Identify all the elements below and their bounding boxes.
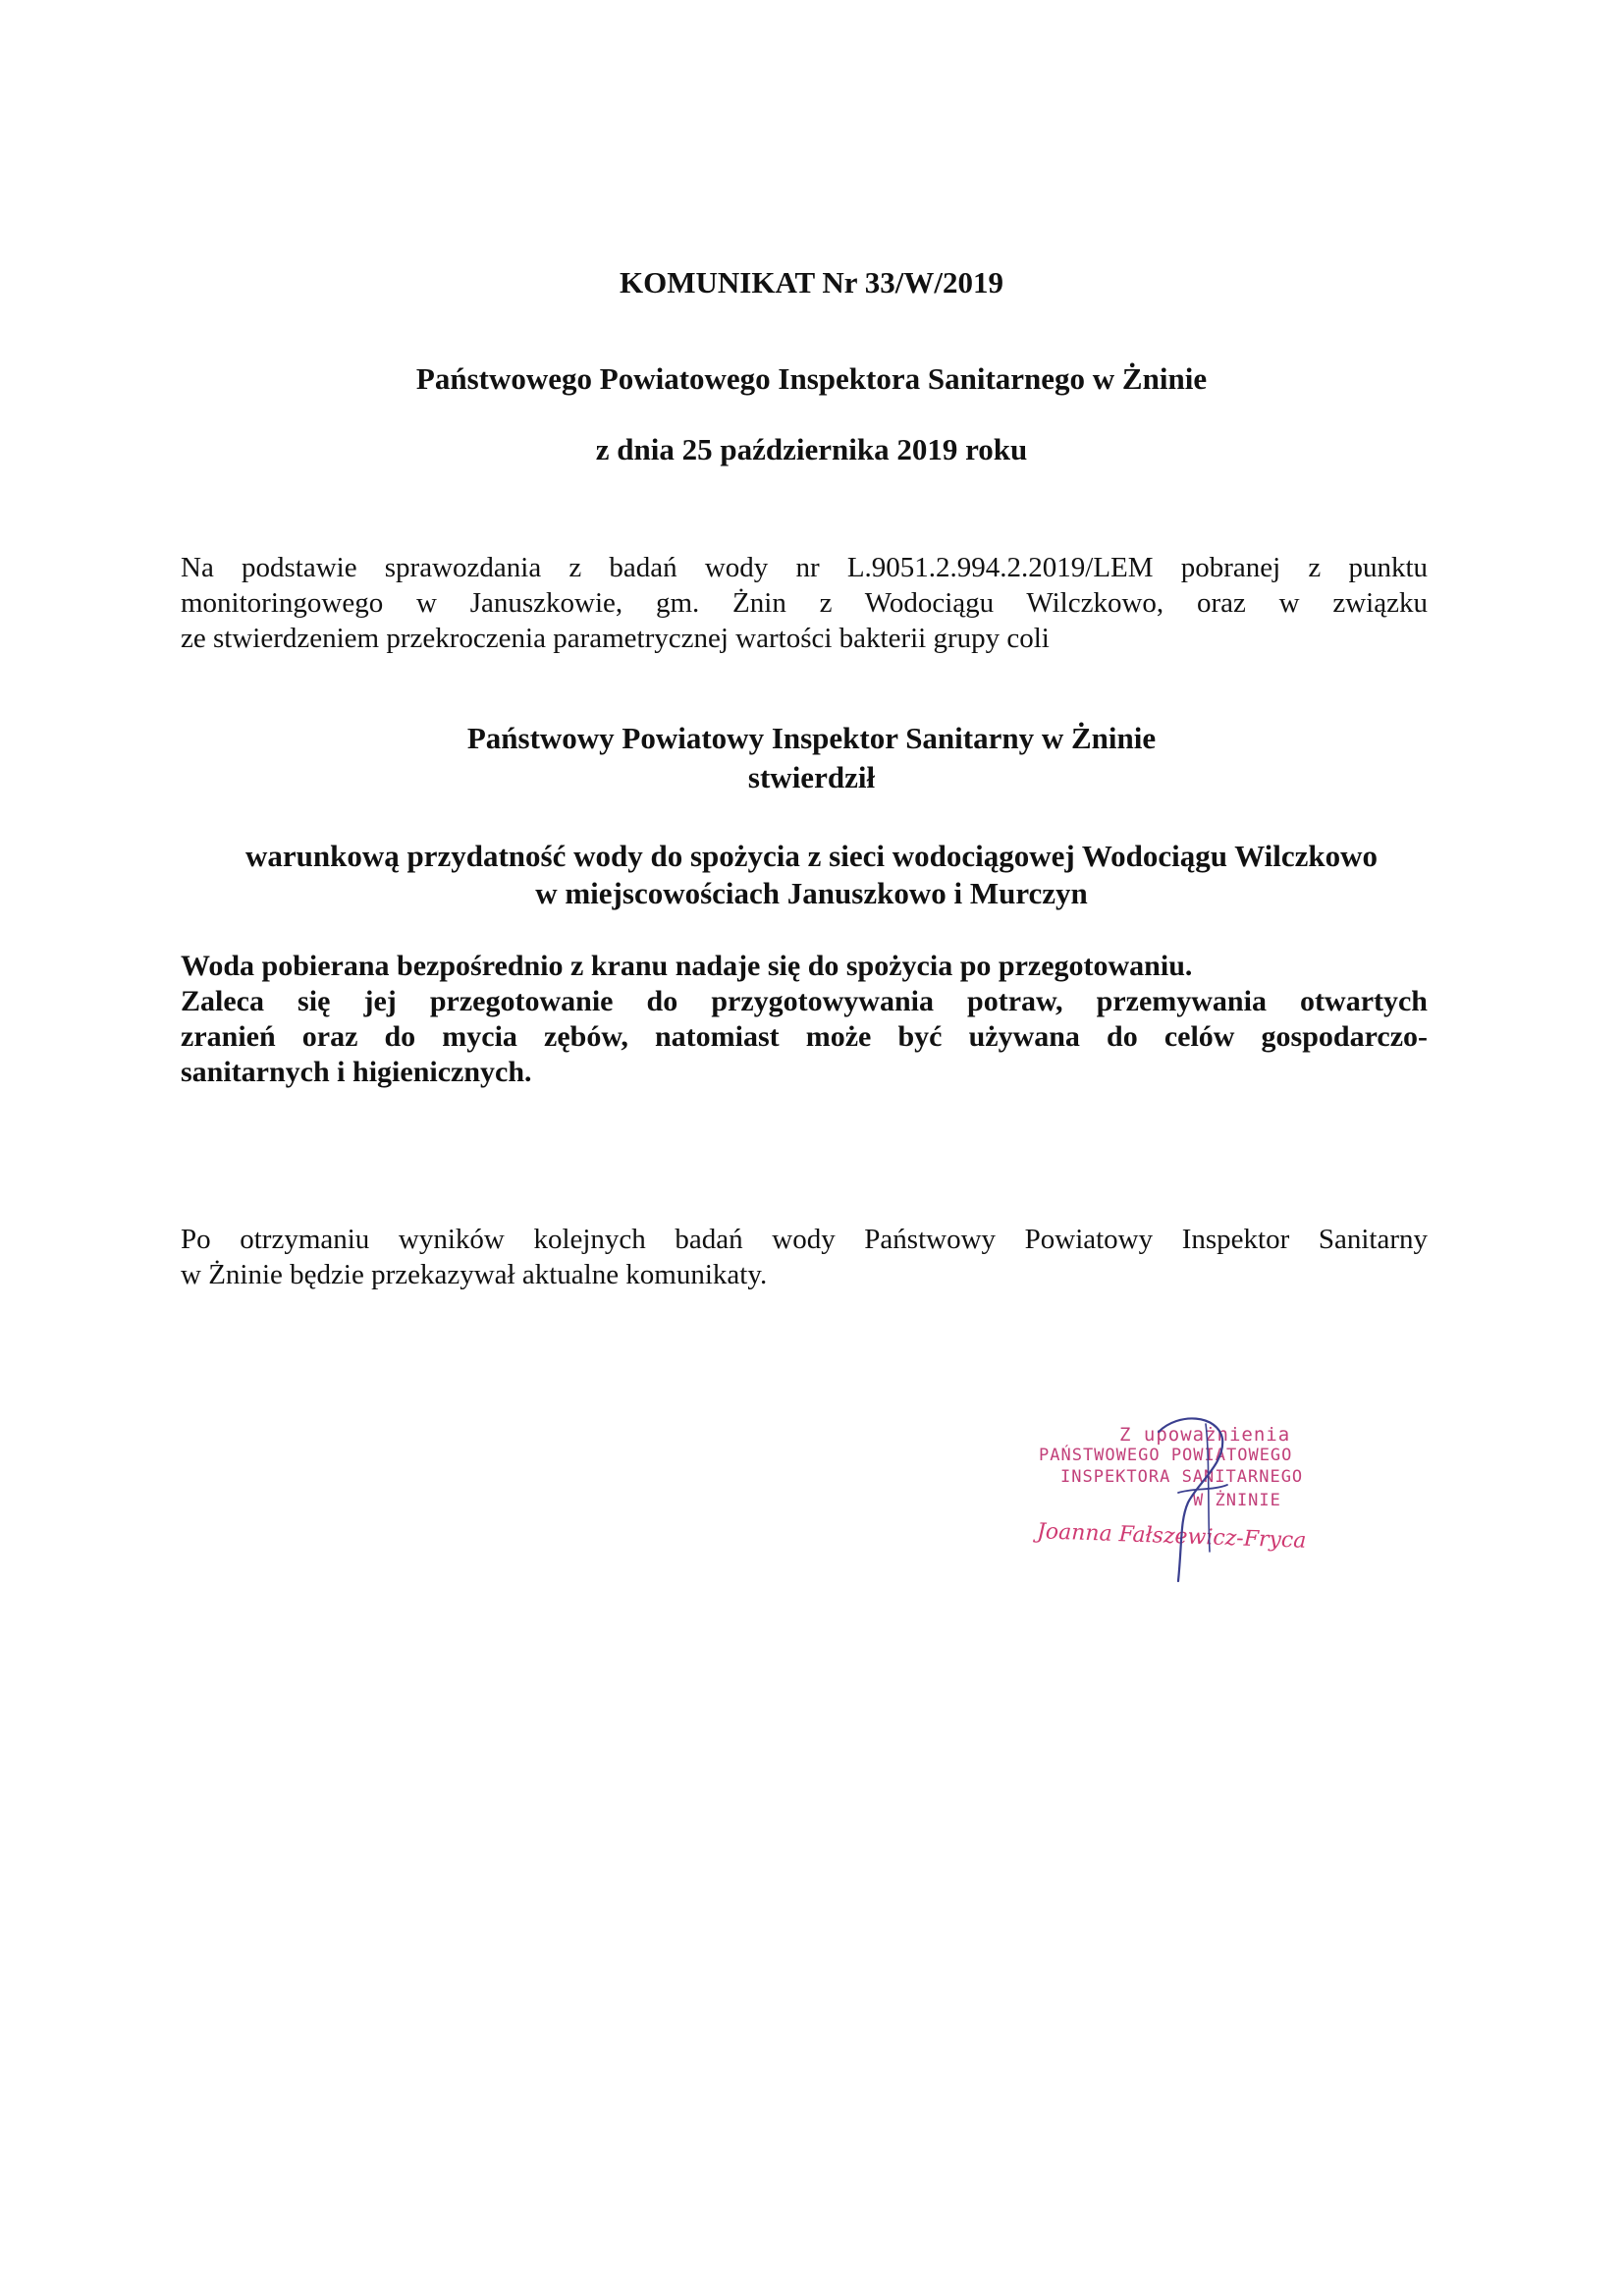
closing-line: w Żninie będzie przekazywał aktualne komunikaty. <box>181 1259 768 1290</box>
recommendation-line: Zaleca się jej przegotowanie do przygotowywania potraw, przemywania otwartych <box>181 985 1428 1017</box>
document-date: z dnia 25 października 2019 roku <box>595 432 1028 466</box>
document-title: KOMUNIKAT Nr 33/W/2019 <box>620 265 1003 300</box>
recommendation-line: sanitarnych i higienicznych. <box>181 1056 532 1088</box>
decision-finding-line: warunkową przydatność wody do spożycia z sieci wodociągowej Wodociągu Wilczkowo <box>244 839 1379 873</box>
handwritten-signature <box>1119 1394 1257 1591</box>
intro-paragraph <box>181 550 1428 656</box>
stamp-signatory: Joanna Fałszewicz-Fryca <box>1036 1519 1307 1554</box>
stamp-line: Z upoważnienia <box>1119 1424 1291 1446</box>
recommendation-paragraph <box>181 949 1428 1090</box>
stamp-line: W ŻNINIE <box>1193 1491 1281 1510</box>
stamp-line: PAŃSTWOWEGO POWIATOWEGO <box>1039 1446 1293 1465</box>
document-issuer: Państwowego Powiatowego Inspektora Sanitarnego w Żninie <box>415 361 1208 396</box>
decision-authority: Państwowy Powiatowy Inspektor Sanitarny w Żninie <box>466 721 1157 755</box>
intro-line: monitoringowego w Januszkowie, gm. Żnin z Wodociągu Wilczkowo, oraz w związku <box>181 587 1428 619</box>
decision-verb: stwierdził <box>747 760 876 794</box>
decision-finding-line: w miejscowościach Januszkowo i Murczyn <box>535 876 1088 910</box>
recommendation-line: Woda pobierana bezpośrednio z kranu nadaje się do spożycia po przegotowaniu. <box>181 950 1193 982</box>
closing-paragraph <box>181 1222 1428 1292</box>
intro-line: ze stwierdzeniem przekroczenia parametrycznej wartości bakterii grupy coli <box>181 623 1050 654</box>
recommendation-line: zranień oraz do mycia zębów, natomiast może być używana do celów gospodarczo- <box>181 1020 1428 1053</box>
closing-line: Po otrzymaniu wyników kolejnych badań wody Państwowy Powiatowy Inspektor Sanitarny <box>181 1224 1428 1255</box>
intro-line: Na podstawie sprawozdania z badań wody nr L.9051.2.994.2.2019/LEM pobranej z punktu <box>181 552 1428 583</box>
stamp-line: INSPEKTORA SANITARNEGO <box>1060 1467 1304 1487</box>
